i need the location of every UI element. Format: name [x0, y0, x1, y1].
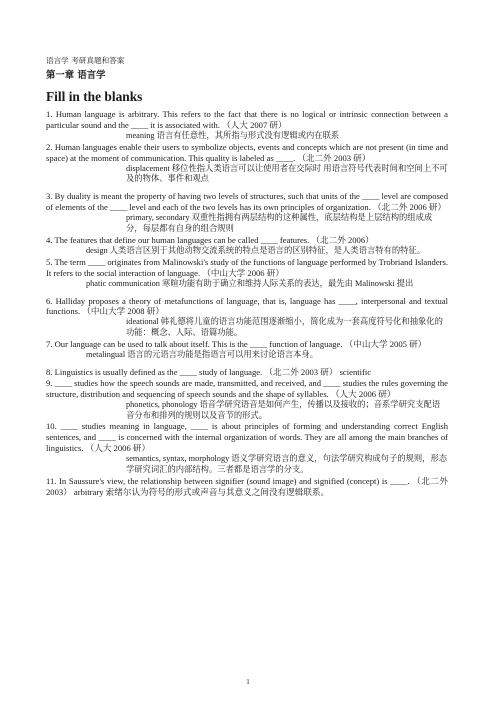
question-text: 10. ____ studies meaning in language, ____ is about principles of forming and understanding correct English sentences, and ____ is concerned with the internal organization of words. They are all among the main branches of linguistics. （人大 2006 研）: [46, 421, 448, 454]
question-text: 4. The features that define our human languages can be called ____ features. （北二外 2006）: [46, 234, 374, 245]
page-number: 1: [246, 678, 250, 686]
question-text: 6. Halliday proposes a theory of metafunctions of language, that is, language has ____, interpersonal and textual functions. （中山大学 2008 研）: [46, 295, 448, 317]
document-body: [46, 55, 448, 498]
answer-text: primary, secondary 双重性指拥有两层结构的这种属性，底层结构是上层结构的组成成分，每层都有自身的组合规则: [126, 213, 433, 234]
question-text: 1. Human language is arbitrary. This refers to the fact that there is no logical or intrinsic connection between a particular sound and the ____ it is associated with. （人大 2007 研）: [46, 109, 448, 130]
answer-text: meaning 语言有任意性，其所指与形式没有逻辑或内在联系: [126, 130, 340, 140]
question-text: 3. By duality is meant the property of having two levels of structures, such that units of the ____ level are composed of elements of the ____ level and each of the two levels has its own principles of organization. （北二外 2006 研）: [46, 191, 448, 213]
header-note: 语言学 考研真题和答案: [46, 56, 125, 65]
question-list: [46, 109, 448, 498]
section-title: Fill in the blanks: [46, 89, 143, 104]
answer-text: metalingual 语言的元语言功能是指语言可以用来讨论语言本身。: [86, 350, 319, 360]
answer-text: ideational 韩礼德将儿童的语言功能范围逐渐缩小，简化成为一套高度符号化和抽象化的功能：概念、人际、语篇功能。: [126, 317, 443, 338]
answer-text: phonetics, phonology 语音学研究语音是如何产生，传播以及接收的；音系学研究支配语音分布和排列的规则以及音节的形式。: [126, 399, 441, 420]
question-text: 9. ____ studies how the speech sounds are made, transmitted, and received, and ____ studies the rules governing the structure, distribution and sequencing of speech sounds and the shape of syllables. （人大 2006 研）: [46, 377, 448, 399]
question-text: 5. The term ____ originates from Malinowski's study of the functions of language performed by Trobriand Islanders. It refers to the social interaction of language. （中山大学 2006 研）: [46, 256, 448, 278]
answer-text: design 人类语言区别于其他动物交流系统的特点是语言的区别特征，是人类语言特有的特征。: [86, 245, 426, 255]
chapter-title: 第一章 语言学: [46, 70, 106, 81]
answer-text: semantics, syntax, morphology 语义学研究语言的意义，句法学研究构成句子的规则，形态学研究词汇的内部结构。三者都是语言学的分支。: [126, 454, 448, 475]
question-text: 7. Our language can be used to talk about itself. This is the ____ function of language. （中山大学 2005 研）: [46, 339, 427, 350]
answer-text: phatic communication 寒暄功能有助于确立和维持人际关系的表达，最先由 Malinowski 提出: [86, 278, 414, 288]
question-text: 11. In Saussure's view, the relationship between signifier (sound image) and signified (concept) is ____. （北二外 2003） arbitrary 索绪尔认为符号的形式或声音与其意义之间没有逻辑联系。: [46, 476, 448, 497]
answer-text: displacement 移位性指人类语言可以让使用者在交际时 用语言符号代表时间和空间上不可及的物体、事件和观点: [126, 163, 448, 184]
question-text: 2. Human languages enable their users to symbolize objects, events and concepts which are not present (in time and space) at the moment of communication. This quality is labeled as ____. （北二外 2003 研）: [46, 141, 448, 163]
question-text: 8. Linguistics is usually defined as the ____ study of language. （北二外 2003 研） scientific: [46, 366, 372, 377]
